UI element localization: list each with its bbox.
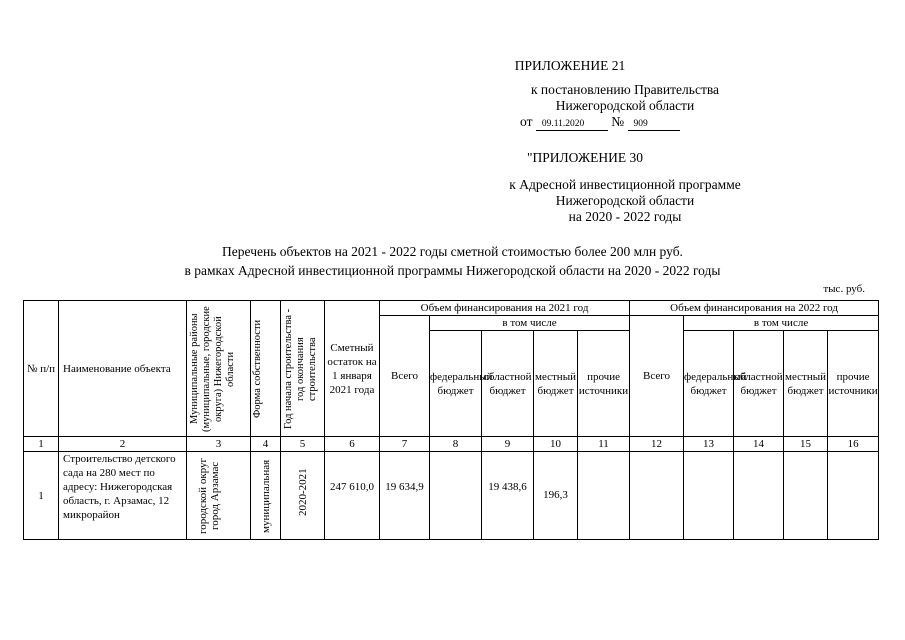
col-number: 11 (578, 437, 630, 452)
row-total-2021: 19 634,9 (380, 452, 430, 540)
from-label: от (520, 114, 533, 129)
row-district (187, 452, 251, 540)
header-2021-incl: в том числе (430, 316, 630, 331)
header-2021-reg: областной бюджет (482, 331, 534, 437)
header-2022-reg: областной бюджет (734, 331, 784, 437)
header-2021-loc: местный бюджет (534, 331, 578, 437)
appendix2-line-2: Нижегородской области (555, 193, 695, 208)
header-district (187, 301, 251, 437)
unit-label: тыс. руб. (823, 283, 865, 295)
header-2022-other: прочие источники (828, 331, 879, 437)
row-other-2022 (828, 452, 879, 540)
appendix-date: 09.11.2020 (536, 118, 608, 131)
col-number: 4 (251, 437, 281, 452)
row-ownership (251, 452, 281, 540)
row-years-text: 2020-2021 (296, 468, 309, 516)
header-2021-fed: федеральный бюджет (430, 331, 482, 437)
header-years (281, 301, 325, 437)
header-2022: Объем финансирования на 2022 год (630, 301, 879, 316)
col-number: 15 (784, 437, 828, 452)
objects-table (23, 300, 879, 540)
header-2021: Объем финансирования на 2021 год (380, 301, 630, 316)
table-row (24, 452, 879, 540)
col-number: 2 (59, 437, 187, 452)
header-2021-other: прочие источники (578, 331, 630, 437)
row-loc-2021: 196,3 (534, 452, 578, 540)
col-number: 3 (187, 437, 251, 452)
col-number: 8 (430, 437, 482, 452)
row-num: 1 (24, 452, 59, 540)
header-2022-fed: федеральный бюджет (684, 331, 734, 437)
row-reg-2022 (734, 452, 784, 540)
col-number: 9 (482, 437, 534, 452)
row-other-2021 (578, 452, 630, 540)
col-number: 16 (828, 437, 879, 452)
header-num: № п/п (24, 301, 59, 437)
row-fed-2022 (684, 452, 734, 540)
row-loc-2022 (784, 452, 828, 540)
row-name: Строительство детского сада на 280 мест по адресу: Нижегородская область, г. Арзамас, 12 микрорайон (59, 452, 187, 540)
col-number: 13 (684, 437, 734, 452)
header-2021-total: Всего (380, 316, 430, 437)
header-years-text: Год начала строительства - год окончания строительства (282, 308, 318, 429)
col-number: 6 (325, 437, 380, 452)
header-balance: Сметный остаток на 1 января 2021 года (325, 301, 380, 437)
row-years (281, 452, 325, 540)
col-number: 12 (630, 437, 684, 452)
number-sign: № (611, 114, 625, 129)
appendix-title: ПРИЛОЖЕНИЕ 21 (514, 58, 626, 73)
header-ownership (251, 301, 281, 437)
doc-title-line-1: Перечень объектов на 2021 - 2022 годы сметной стоимостью более 200 млн руб. (222, 244, 683, 259)
header-2022-loc: местный бюджет (784, 331, 828, 437)
appendix-number: 909 (628, 118, 680, 131)
appendix-line-2: Нижегородской области (555, 98, 695, 113)
header-2022-total: Всего (630, 316, 684, 437)
appendix2-line-3: на 2020 - 2022 годы (568, 209, 682, 224)
row-district-text: городской округ город Арзамас (196, 457, 221, 535)
doc-title-line-2: в рамках Адресной инвестиционной программы Нижегородской области на 2020 - 2022 годы (184, 263, 721, 278)
header-name: Наименование объекта (59, 301, 187, 437)
col-number: 7 (380, 437, 430, 452)
appendix2-line-1: к Адресной инвестиционной программе (509, 177, 741, 192)
col-number: 14 (734, 437, 784, 452)
appendix-line-1: к постановлению Правительства (530, 82, 720, 97)
col-number: 1 (24, 437, 59, 452)
row-balance: 247 610,0 (325, 452, 380, 540)
col-number: 5 (281, 437, 325, 452)
row-ownership-text: муниципальная (259, 459, 272, 533)
col-number: 10 (534, 437, 578, 452)
row-reg-2021: 19 438,6 (482, 452, 534, 540)
header-ownership-text: Форма собственности (251, 319, 263, 418)
row-fed-2021 (430, 452, 482, 540)
header-2022-incl: в том числе (684, 316, 879, 331)
appendix-date-line (520, 114, 730, 131)
header-district-text: Муниципальные районы (муниципальные, городские округа) Нижегородской области (188, 305, 236, 432)
row-total-2022 (630, 452, 684, 540)
appendix2-title: "ПРИЛОЖЕНИЕ 30 (526, 150, 644, 165)
